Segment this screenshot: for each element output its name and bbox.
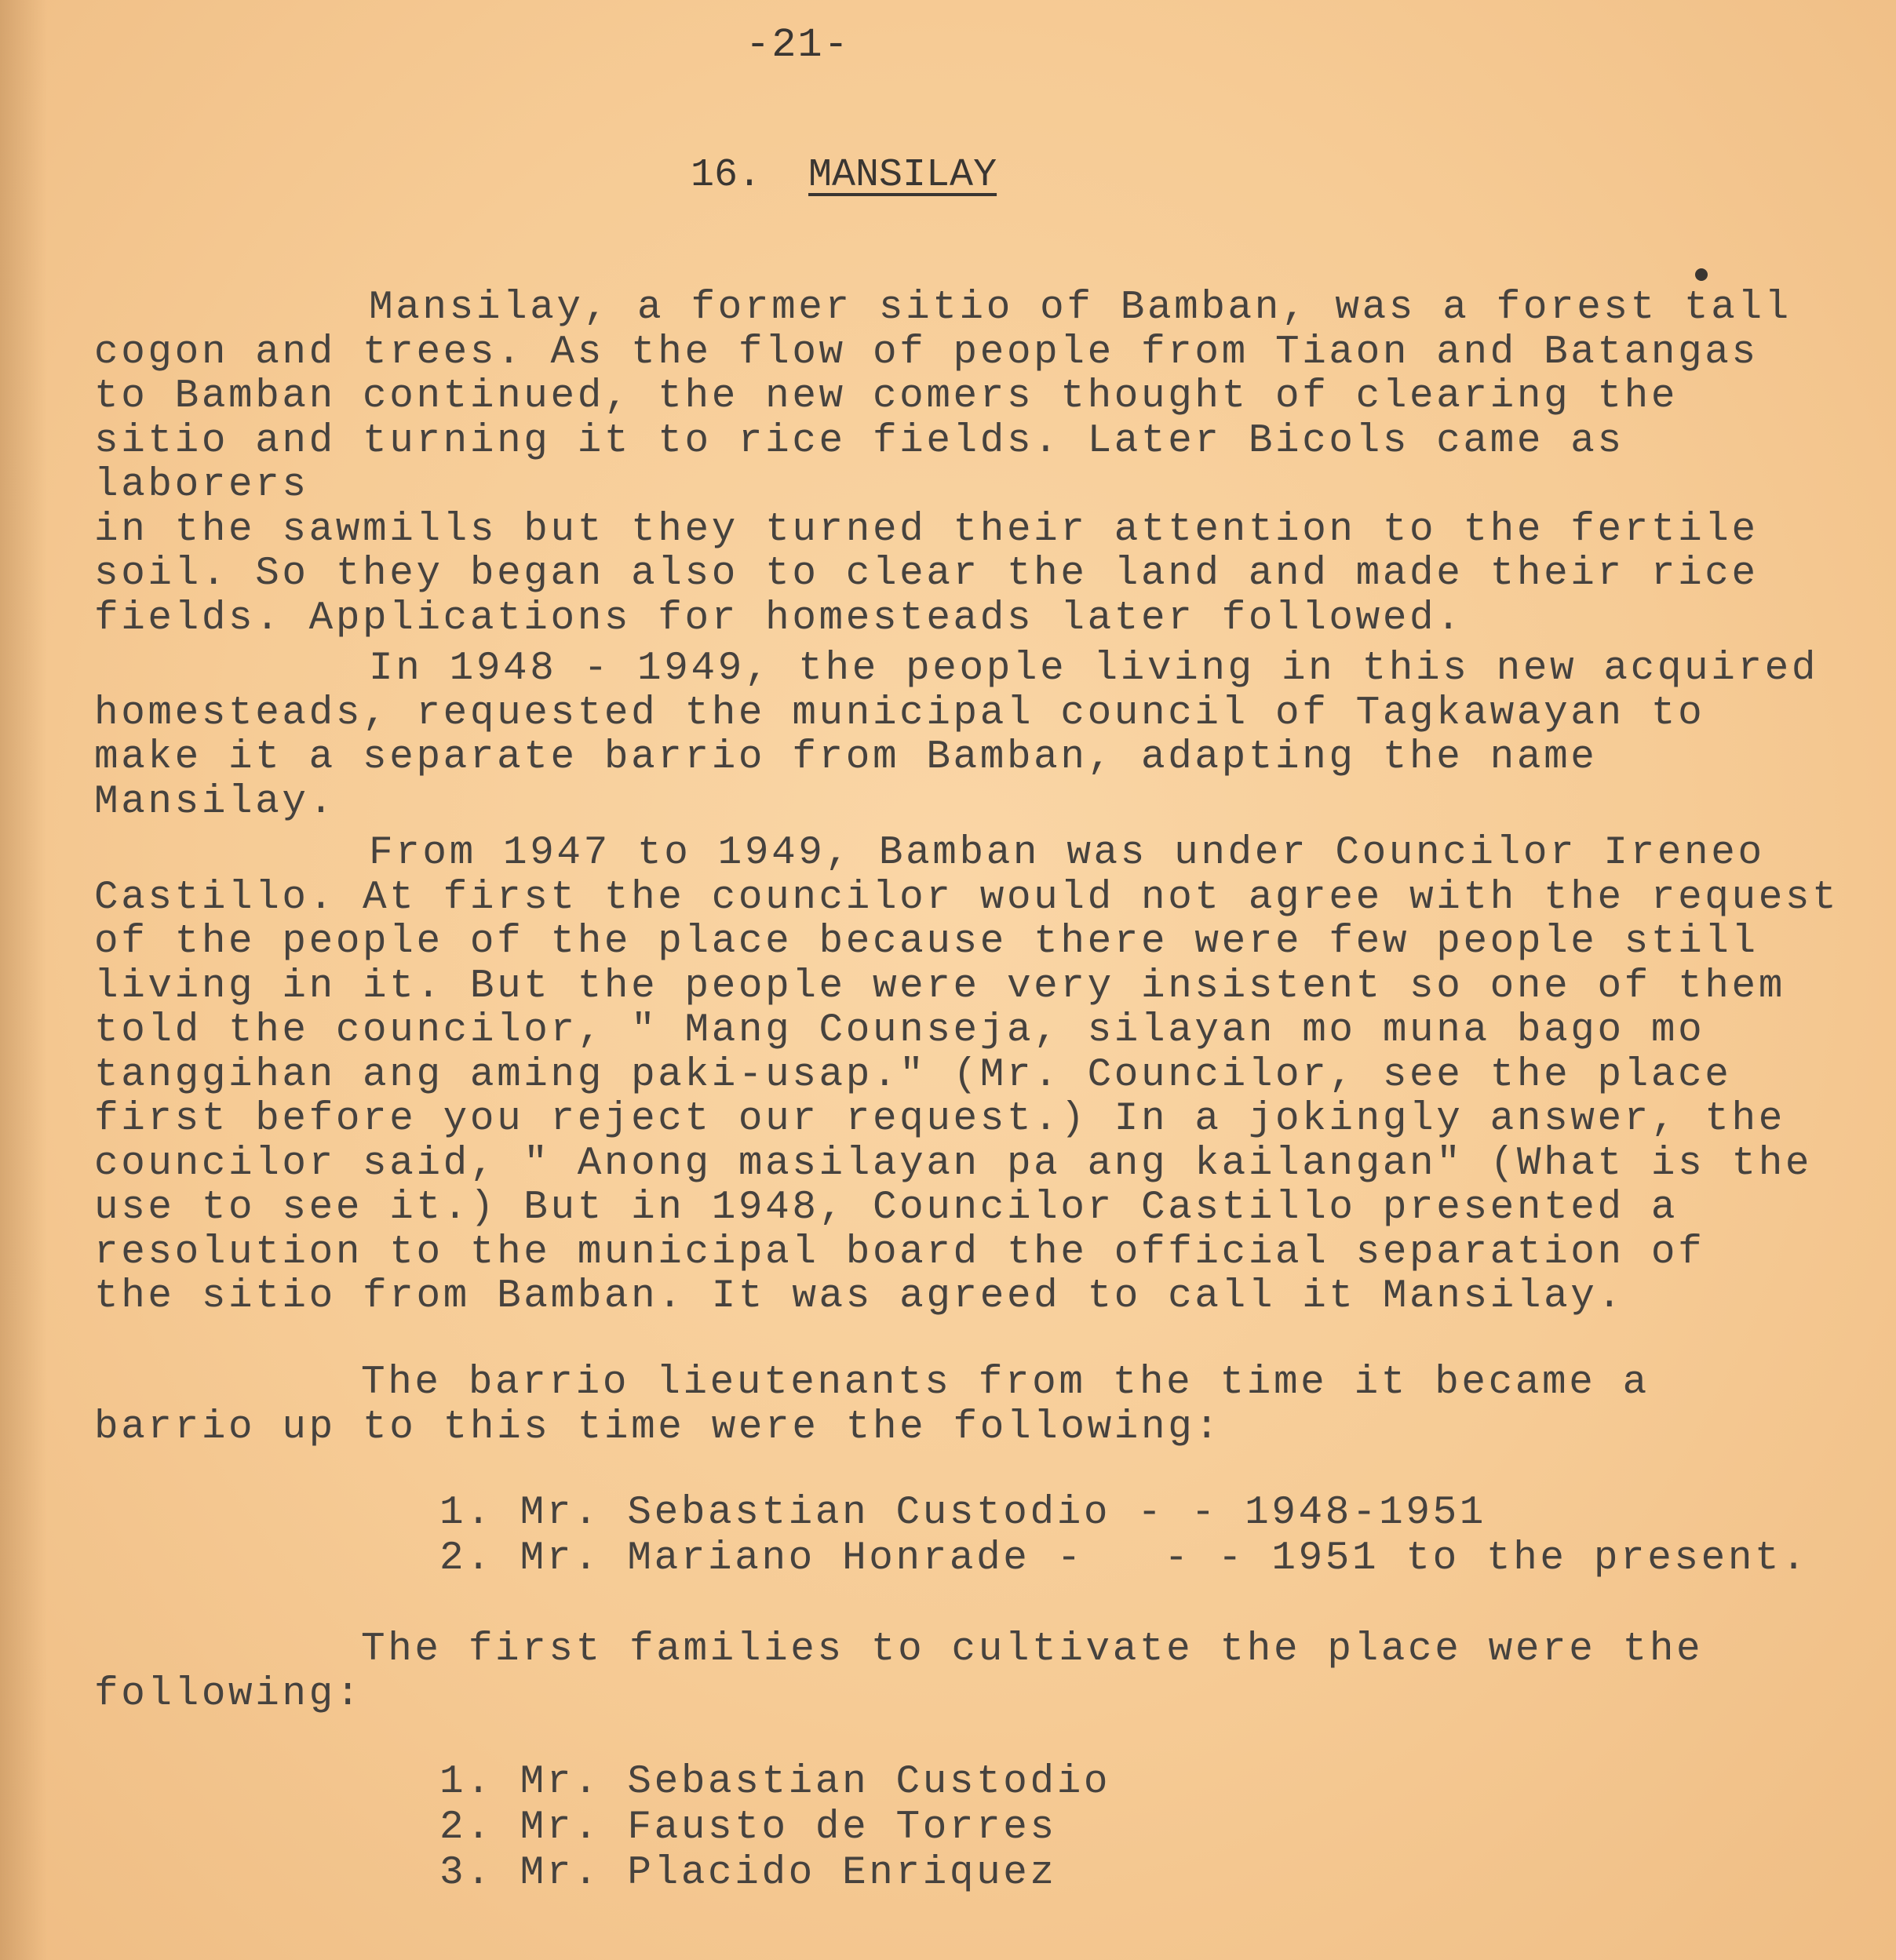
heading-number: 16. bbox=[691, 153, 762, 198]
paragraph-councilor: From 1947 to 1949, Bamban was under Councilor Ireneo Castillo. At first the councilor would not agree with the request of the people of the place because there were few people still living in it. But the people were very insistent so one of them told the councilor, " Mang Counseja, silayan mo muna bago mo tanggihan ang aming paki-usap." (Mr. Councilor, see the place first before you reject our request.) In a jokingly answer, the councilor said, " Anong masilayan pa ang kailangan" (What is the use to see it.) But in 1948, Councilor Castillo presented a resolution to the municipal board the official separation of the sitio from Bamban. It was agreed to call it Mansilay. bbox=[94, 831, 1839, 1319]
page-number: -21- bbox=[746, 22, 850, 68]
list-item: 1. Mr. Sebastian Custodio bbox=[439, 1760, 1111, 1805]
list-item: 1. Mr. Sebastian Custodio - - 1948-1951 bbox=[439, 1491, 1486, 1536]
lieutenants-list bbox=[439, 1491, 1808, 1582]
ink-blot bbox=[1695, 268, 1708, 281]
list-item: 3. Mr. Placido Enriquez bbox=[439, 1851, 1057, 1896]
binding-shadow bbox=[0, 0, 47, 1960]
heading-title: MANSILAY bbox=[808, 153, 997, 198]
families-list bbox=[439, 1760, 1110, 1896]
list-item: 2. Mr. Fausto de Torres bbox=[439, 1805, 1057, 1850]
paragraph-families-intro: The first families to cultivate the place were the following: bbox=[94, 1627, 1704, 1717]
paragraph-petition: In 1948 - 1949, the people living in this new acquired homesteads, requested the municipal council of Tagkawayan to make it a separate barrio from Bamban, adapting the name Mansilay. bbox=[94, 647, 1819, 825]
list-item: 2. Mr. Mariano Honrade - - - 1951 to the present. bbox=[439, 1536, 1809, 1581]
paragraph-origin: Mansilay, a former sitio of Bamban, was a forest tall cogon and trees. As the flow of people from Tiaon and Batangas to Bamban continued, the new comers thought of clearing the sitio and turning it to rice fields. Later Bicols came as laborers in the sawmills but they turned their attention to the fertile soil. So they began also to clear the land and made their rice fields. Applications for homesteads later followed. bbox=[94, 286, 1792, 641]
paragraph-lieutenants-intro: The barrio lieutenants from the time it became a barrio up to this time were the following: bbox=[94, 1361, 1650, 1450]
section-heading bbox=[691, 153, 997, 198]
